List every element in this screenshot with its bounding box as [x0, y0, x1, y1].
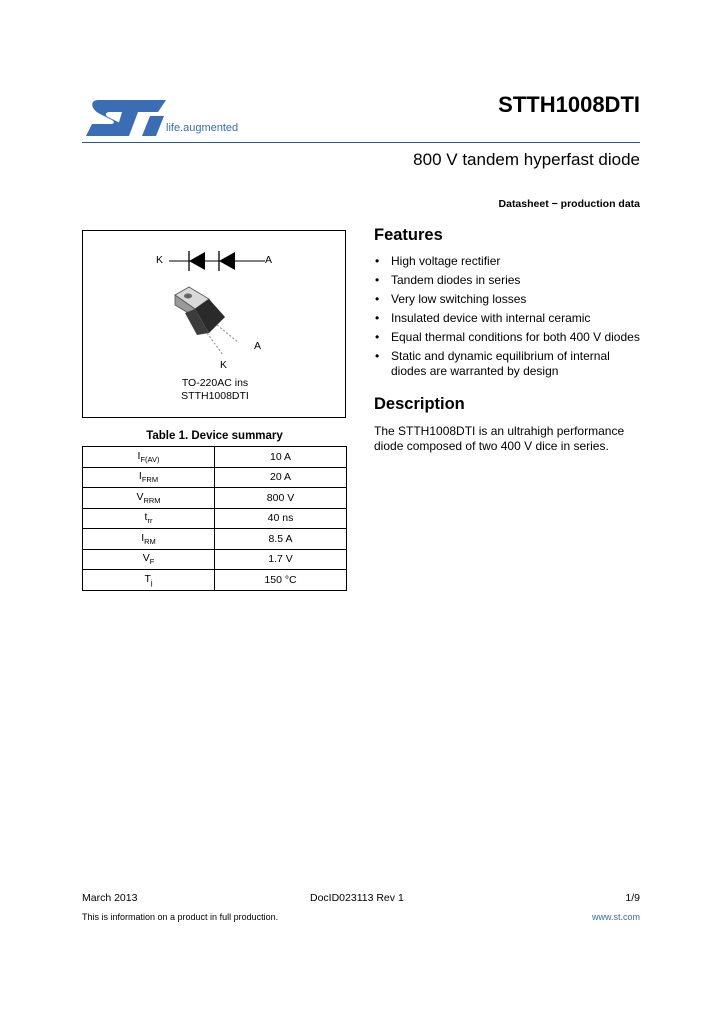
list-item: • Tandem diodes in series: [374, 273, 654, 288]
symbol-subscript: RM: [144, 536, 156, 546]
symbol-subscript: rr: [147, 516, 153, 526]
package-pin-a-label: A: [254, 340, 262, 352]
page-subtitle: 800 V tandem hyperfast diode: [413, 150, 640, 169]
footer-doc-id: DocID023113 Rev 1: [310, 892, 404, 904]
table-row: [83, 488, 347, 509]
table-cell-value: 10 A: [215, 447, 347, 468]
table-row: [83, 508, 347, 529]
package-caption-line1: TO-220AC ins: [181, 377, 249, 389]
symbol-subscript: F(AV): [140, 454, 160, 464]
table-cell-value: 150 °C: [215, 570, 347, 591]
table-cell-symbol: [83, 549, 215, 570]
table-row: [83, 529, 347, 550]
description-text: The STTH1008DTI is an ultrahigh performance diode composed of two 400 V dice in series.: [374, 424, 625, 453]
header-rule: [82, 142, 640, 143]
features-heading: Features: [374, 226, 443, 244]
diode-symbol: [169, 249, 265, 273]
datasheet-type: Datasheet − production data: [498, 198, 640, 210]
to220-package-image: [167, 283, 267, 367]
table-cell-value: 8.5 A: [215, 529, 347, 550]
symbol-subscript: F: [149, 557, 155, 567]
table-cell-value: 20 A: [215, 467, 347, 488]
device-summary-table: [82, 446, 347, 591]
description-heading: Description: [374, 395, 465, 413]
features-list: [374, 254, 654, 383]
symbol-letter: I: [138, 470, 142, 483]
symbol-letter: I: [141, 531, 145, 544]
table-row: [83, 447, 347, 468]
table-row: [83, 570, 347, 591]
symbol-letter: V: [136, 490, 144, 503]
list-item: • Very low switching losses: [374, 292, 654, 307]
symbol-letter: I: [137, 449, 141, 462]
symbol-letter: V: [142, 552, 150, 565]
table-cell-value: 40 ns: [215, 508, 347, 529]
footer-page-number: 1/9: [625, 892, 640, 904]
diode-pin-k-label: K: [156, 254, 164, 266]
list-item: • Insulated device with internal ceramic: [374, 311, 654, 326]
logo-tagline: life.augmented: [166, 122, 239, 134]
package-caption-line2: STTH1008DTI: [181, 390, 249, 402]
st-logo: [84, 96, 174, 144]
footer-date: March 2013: [82, 892, 138, 904]
table-cell-symbol: [83, 529, 215, 550]
table-cell-symbol: [83, 467, 215, 488]
diode-pin-a-label: A: [265, 254, 273, 266]
table-cell-symbol: [83, 488, 215, 509]
table-cell-value: 1.7 V: [215, 549, 347, 570]
package-pin-k-label: K: [220, 359, 228, 371]
table-row: [83, 549, 347, 570]
package-figure: [82, 230, 346, 418]
footer-production-note: This is information on a product in full production.: [82, 912, 279, 922]
table-cell-symbol: [83, 447, 215, 468]
part-number-title: STTH1008DTI: [498, 92, 640, 117]
table-caption: Table 1. Device summary: [146, 430, 283, 442]
footer-website-link[interactable]: www.st.com: [591, 912, 640, 922]
symbol-subscript: j: [150, 577, 153, 587]
table-row: [83, 467, 347, 488]
list-item: • Equal thermal conditions for both 400 V diodes: [374, 330, 654, 345]
symbol-subscript: RRM: [143, 495, 161, 505]
list-item: • High voltage rectifier: [374, 254, 654, 269]
table-cell-symbol: [83, 570, 215, 591]
symbol-letter: T: [144, 572, 151, 585]
symbol-letter: t: [144, 511, 148, 524]
table-cell-value: 800 V: [215, 488, 347, 509]
list-item: • Static and dynamic equilibrium of internal diodes are warranted by design: [374, 349, 621, 378]
symbol-subscript: FRM: [141, 475, 159, 485]
table-cell-symbol: [83, 508, 215, 529]
